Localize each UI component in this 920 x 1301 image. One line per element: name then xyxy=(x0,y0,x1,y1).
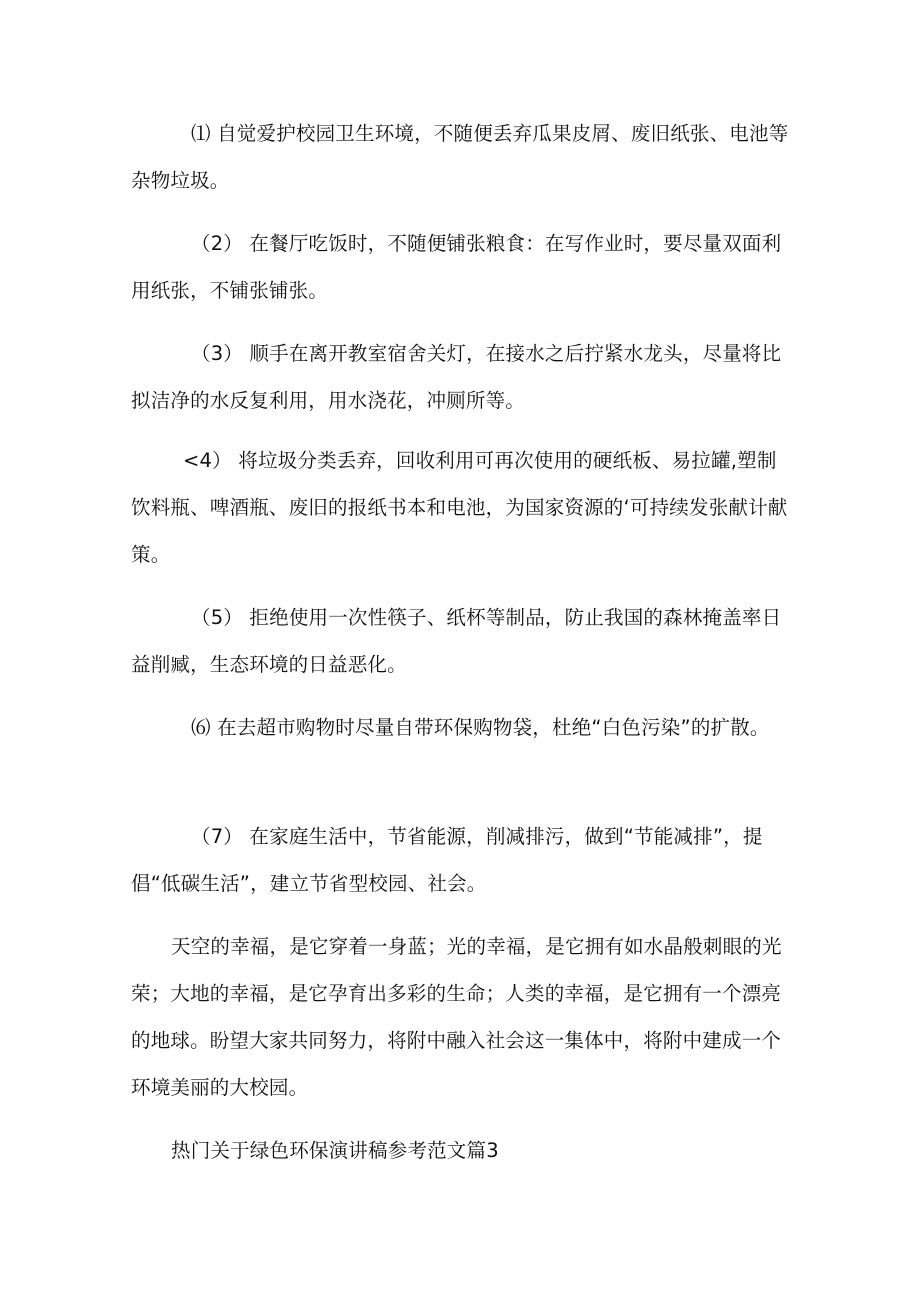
list-item xyxy=(131,220,791,314)
item-marker: （7） xyxy=(191,825,244,848)
item-marker: （5） xyxy=(191,606,244,629)
item-text: 拒绝使用一次性筷子、纸杯等制品，防止我国的森林掩盖率日益削臧，生态环境的日益恶化。 xyxy=(131,606,782,676)
item-text: 在家庭生活中，节省能源，削减排污，做到“节能减排”，提倡“低碳生活”，建立节省型校园、社会。 xyxy=(131,825,763,895)
list-item xyxy=(131,594,791,688)
item-marker: （3） xyxy=(191,342,244,365)
list-item xyxy=(131,330,791,424)
item-text: 将垃圾分类丢弃，回收利用可再次使用的硬纸板、易拉罐,塑制饮料瓶、啤酒瓶、废旧的报纸书本和电池，为国家资源的‘可持续发张献计献策。 xyxy=(131,449,788,566)
item-marker: （2） xyxy=(191,232,244,255)
item-text: 顺手在离开教室宿舍关灯，在接水之后拧紧水龙头，尽量将比拟洁净的水反复利用，用水浇花，冲厕所等。 xyxy=(131,342,782,412)
section-title: 热门关于绿色环保演讲稿参考范文篇3 xyxy=(171,1139,499,1162)
item-text: 在去超市购物时尽量自带环保购物袋，杜绝“白色污染”的扩散。 xyxy=(217,716,770,739)
item-text: 在餐厅吃饭时，不随便铺张粮食：在写作业时，要尽量双面利用纸张，不铺张铺张。 xyxy=(131,232,782,302)
list-item xyxy=(131,813,791,907)
item-marker: <4） xyxy=(183,449,232,472)
item-text: 自觉爱护校园卫生环境，不随便丢弃瓜果皮屑、废旧纸张、电池等杂物垃圾。 xyxy=(131,122,789,192)
closing-paragraph: 天空的幸福，是它穿着一身蓝；光的幸福，是它拥有如水晶般刺眼的光荣；大地的幸福，是它孕育出多彩的生命；人类的幸福，是它拥有一个漂亮的地球。盼望大家共同努力，将附中融入社会这一集体中，将附中建成一个环境美丽的大校园。 xyxy=(131,935,782,1099)
item-marker: ⑴ xyxy=(191,122,211,145)
list-item xyxy=(131,110,791,204)
item-marker: ⑹ xyxy=(191,716,211,739)
list-item xyxy=(131,437,791,578)
list-item xyxy=(131,704,791,751)
